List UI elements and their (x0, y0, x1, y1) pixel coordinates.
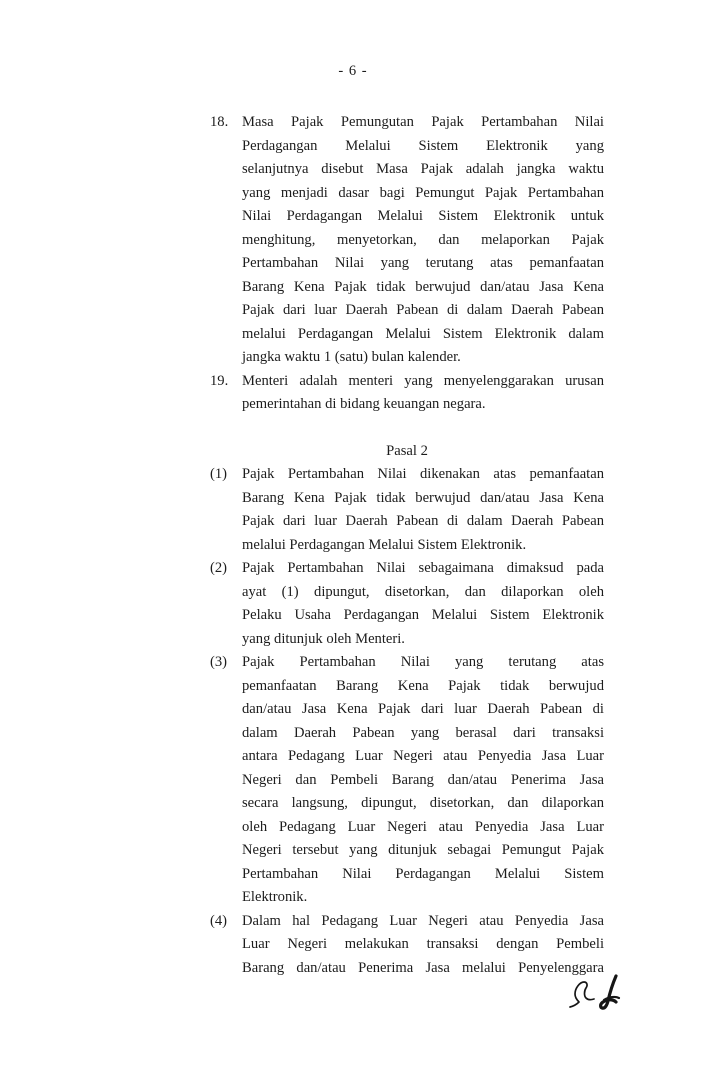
item-text (242, 910, 604, 981)
text-line: ayat (1) dipungut, disetorkan, dan dilaporkan oleh (242, 583, 604, 600)
list-item (210, 463, 604, 557)
text-line: Barang Kena Pajak tidak berwujud dan/atau Jasa Kena (242, 489, 604, 506)
definitions-list (210, 111, 604, 417)
item-number: (2) (210, 560, 228, 576)
text-line: dan/atau Jasa Kena Pajak dari luar Daerah Pabean di (242, 701, 604, 717)
text-line: Luar Negeri melakukan transaksi dengan Pembeli (242, 936, 604, 952)
text-line: oleh Pedagang Luar Negeri atau Penyedia Jasa Luar (242, 818, 604, 835)
section-heading: Pasal 2 (386, 442, 428, 459)
list-item (210, 111, 604, 370)
item-text (242, 557, 604, 651)
item-text (242, 651, 604, 910)
text-line: yang ditunjuk oleh Menteri. (242, 630, 405, 647)
text-line: Negeri dan Pembeli Barang dan/atau Penerima Jasa (242, 771, 604, 788)
text-line: menghitung, menyetorkan, dan melaporkan Pajak (242, 231, 604, 248)
text-line: Perdagangan Melalui Sistem Elektronik yang (242, 137, 604, 154)
text-line: Elektronik. (242, 889, 308, 905)
text-line: jangka waktu 1 (satu) bulan kalender. (242, 349, 461, 365)
text-line: melalui Perdagangan Melalui Sistem Elektronik. (242, 536, 527, 553)
text-line: antara Pedagang Luar Negeri atau Penyedia Jasa Luar (242, 748, 604, 764)
list-item (210, 557, 604, 651)
text-line: selanjutnya disebut Masa Pajak adalah jangka waktu (242, 161, 604, 177)
text-line: Pertambahan Nilai yang terutang atas pemanfaatan (242, 255, 604, 271)
text-line: dalam Daerah Pabean yang berasal dari transaksi (242, 724, 604, 741)
list-item (210, 370, 604, 417)
text-line: Menteri adalah menteri yang menyelenggarakan urusan (242, 372, 604, 389)
text-line: Masa Pajak Pemungutan Pajak Pertambahan Nilai (242, 114, 604, 130)
text-line: Pertambahan Nilai Perdagangan Melalui Sistem (242, 865, 604, 882)
item-number: (4) (210, 912, 228, 929)
text-line: Pelaku Usaha Perdagangan Melalui Sistem Elektronik (242, 607, 604, 623)
item-text (242, 111, 604, 370)
text-line: Pajak Pertambahan Nilai yang terutang atas (242, 654, 604, 670)
text-line: Pajak dari luar Daerah Pabean di dalam Daerah Pabean (242, 513, 604, 529)
text-line: Negeri tersebut yang ditunjuk sebagai Pemungut Pajak (242, 842, 604, 858)
text-line: Pajak Pertambahan Nilai sebagaimana dimaksud pada (242, 560, 604, 576)
item-text (242, 370, 604, 417)
text-line: pemanfaatan Barang Kena Pajak tidak berwujud (242, 677, 604, 694)
text-line: Pajak Pertambahan Nilai dikenakan atas pemanfaatan (242, 466, 604, 482)
item-number: 18. (210, 114, 229, 130)
text-line: Nilai Perdagangan Melalui Sistem Elektronik untuk (242, 208, 604, 224)
item-number: (3) (210, 654, 228, 670)
clauses-list (210, 463, 604, 980)
text-line: secara langsung, dipungut, disetorkan, dan dilaporkan (242, 795, 604, 811)
document-body (210, 111, 604, 980)
text-line: Barang dan/atau Penerima Jasa melalui Penyelenggara (242, 959, 604, 976)
text-line: yang menjadi dasar bagi Pemungut Pajak Pertambahan (242, 184, 604, 201)
text-line: Pajak dari luar Daerah Pabean di dalam Daerah Pabean (242, 302, 604, 318)
item-text (242, 463, 604, 557)
list-item (210, 651, 604, 910)
page-number: - 6 - (338, 63, 368, 79)
item-number: (1) (210, 466, 228, 482)
list-item (210, 910, 604, 981)
text-line: pemerintahan di bidang keuangan negara. (242, 396, 486, 412)
handwritten-initial-icon (560, 970, 644, 1020)
item-number: 19. (210, 372, 229, 389)
text-line: Barang Kena Pajak tidak berwujud dan/atau Jasa Kena (242, 278, 604, 295)
text-line: Dalam hal Pedagang Luar Negeri atau Penyedia Jasa (242, 912, 604, 929)
text-line: melalui Perdagangan Melalui Sistem Elektronik dalam (242, 325, 604, 342)
